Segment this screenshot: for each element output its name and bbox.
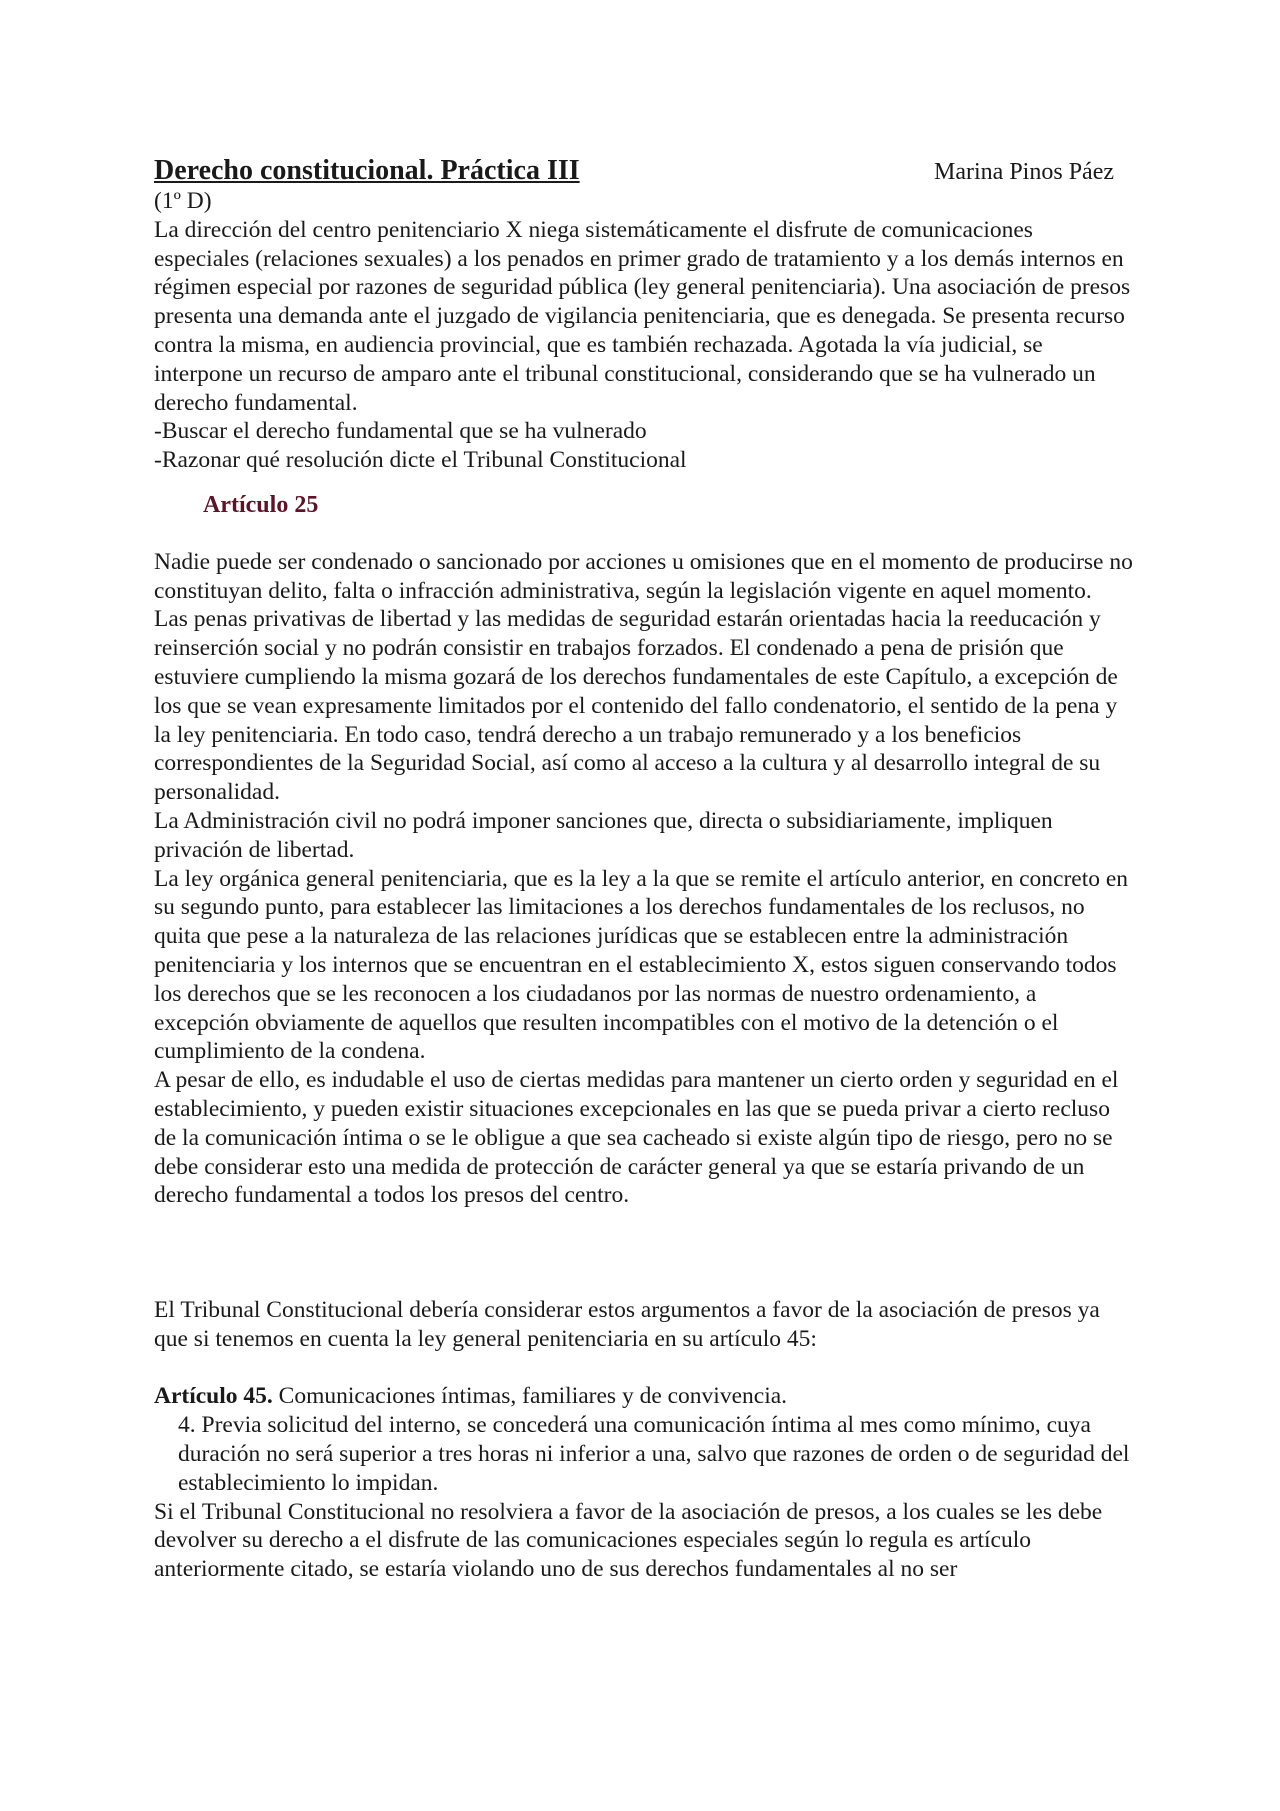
paragraph-spacer — [154, 1354, 1134, 1383]
conclusion-paragraph-1: El Tribunal Constitucional debería considerar estos argumentos a favor de la asociación de presos ya que si tenemos en cuenta la ley general penitenciaria en su artículo 45: — [154, 1297, 1100, 1352]
article-25-paragraph-3: La Administración civil no podrá imponer sanciones que, directa o subsidiariamente, impliquen privación de libertad. — [154, 807, 1053, 863]
group-label: (1º D) — [154, 188, 212, 214]
conclusion-paragraph-2: Si el Tribunal Constitucional no resolviera a favor de la asociación de presos, a los cuales se les debe devolver su derecho a el disfrute de las comunicaciones especiales según lo regula es artículo anteriormente citado, se estaría violando uno de sus derechos fundamentales al no ser — [154, 1498, 1103, 1583]
header-row — [154, 154, 1134, 187]
document-page — [154, 154, 1134, 1584]
article-45-item-4: 4. Previa solicitud del interno, se concederá una comunicación íntima al mes como mínimo, cuya duración no será superior a tres horas ni inferior a una, salvo que razones de orden o de seguridad del establecimiento lo impidan. — [178, 1412, 1130, 1496]
analysis-paragraph-2: A pesar de ello, es indudable el uso de ciertas medidas para mantener un cierto orden y seguridad en el establecimiento, y pueden existir situaciones excepcionales en las que se pueda privar a cierto recluso de la comunicación íntima o se le obligue a que sea cacheado si existe algún tipo de riesgo, pero no se debe considerar esto una medida de protección de carácter general ya que se estaría privando de un derecho fundamental a todos los presos del centro. — [154, 1067, 1119, 1209]
document-title: Derecho constitucional. Práctica III — [154, 155, 580, 186]
section-spacer — [154, 1210, 1134, 1296]
article-25-paragraph-2: Las penas privativas de libertad y las medidas de seguridad estarán orientadas hacia la reeducación y reinserción social y no podrán consistir en trabajos forzados. El condenado a pena de prisión que estuviere cumpliendo la misma gozará de los derechos fundamentales de este Capítulo, a excepción de los que se vean expresamente limitados por el contenido del fallo condenatorio, el sentido de la pena y la ley penitenciaria. En todo caso, tendrá derecho a un trabajo remunerado y a los beneficios correspondientes de la Seguridad Social, así como al acceso a la cultura y al desarrollo integral de su personalidad. — [154, 606, 1118, 806]
analysis-paragraph-1: La ley orgánica general penitenciaria, que es la ley a la que se remite el artículo anterior, en concreto en su segundo punto, para establecer las limitaciones a los derechos fundamentales de los reclusos, no quita que pese a la naturaleza de las relaciones jurídicas que se establecen entre la administración penitenciaria y los internos que se encuentran en el establecimiento X, estos siguen conservando todos los derechos que se les reconocen a los ciudadanos por las normas de nuestro ordenamiento, a excepción obviamente de aquellos que resulten incompatibles con el motivo de la detención o el cumplimiento de la condena. — [154, 865, 1129, 1065]
article-45-title — [154, 1382, 1134, 1411]
task-item-1: -Buscar el derecho fundamental que se ha vulnerado — [154, 418, 647, 445]
article-25-paragraph-1: Nadie puede ser condenado o sancionado por acciones u omisiones que en el momento de producirse no constituyan delito, falta o infracción administrativa, según la legislación vigente en aquel momento. — [154, 548, 1133, 604]
author-name: Marina Pinos Páez — [934, 159, 1114, 185]
task-item-2: -Razonar qué resolución dicte el Tribunal Constitucional — [154, 447, 687, 474]
article-45-subject: Comunicaciones íntimas, familiares y de convivencia. — [272, 1383, 788, 1410]
case-statement: La dirección del centro penitenciario X niega sistemáticamente el disfrute de comunicaciones especiales (relaciones sexuales) a los penados en primer grado de tratamiento y a los demás internos en régimen especial por razones de seguridad pública (ley general penitenciaria). Una asociación de presos presenta una demanda ante el juzgado de vigilancia penitenciaria, que es denegada. Se presenta recurso contra la misma, en audiencia provincial, que es también rechazada. Agotada la vía judicial, se interpone un recurso de amparo ante el tribunal constitucional, considerando que se ha vulnerado un derecho fundamental. — [154, 216, 1131, 416]
article-25-heading: Artículo 25 — [203, 491, 319, 518]
article-45-label: Artículo 45. — [154, 1383, 273, 1410]
